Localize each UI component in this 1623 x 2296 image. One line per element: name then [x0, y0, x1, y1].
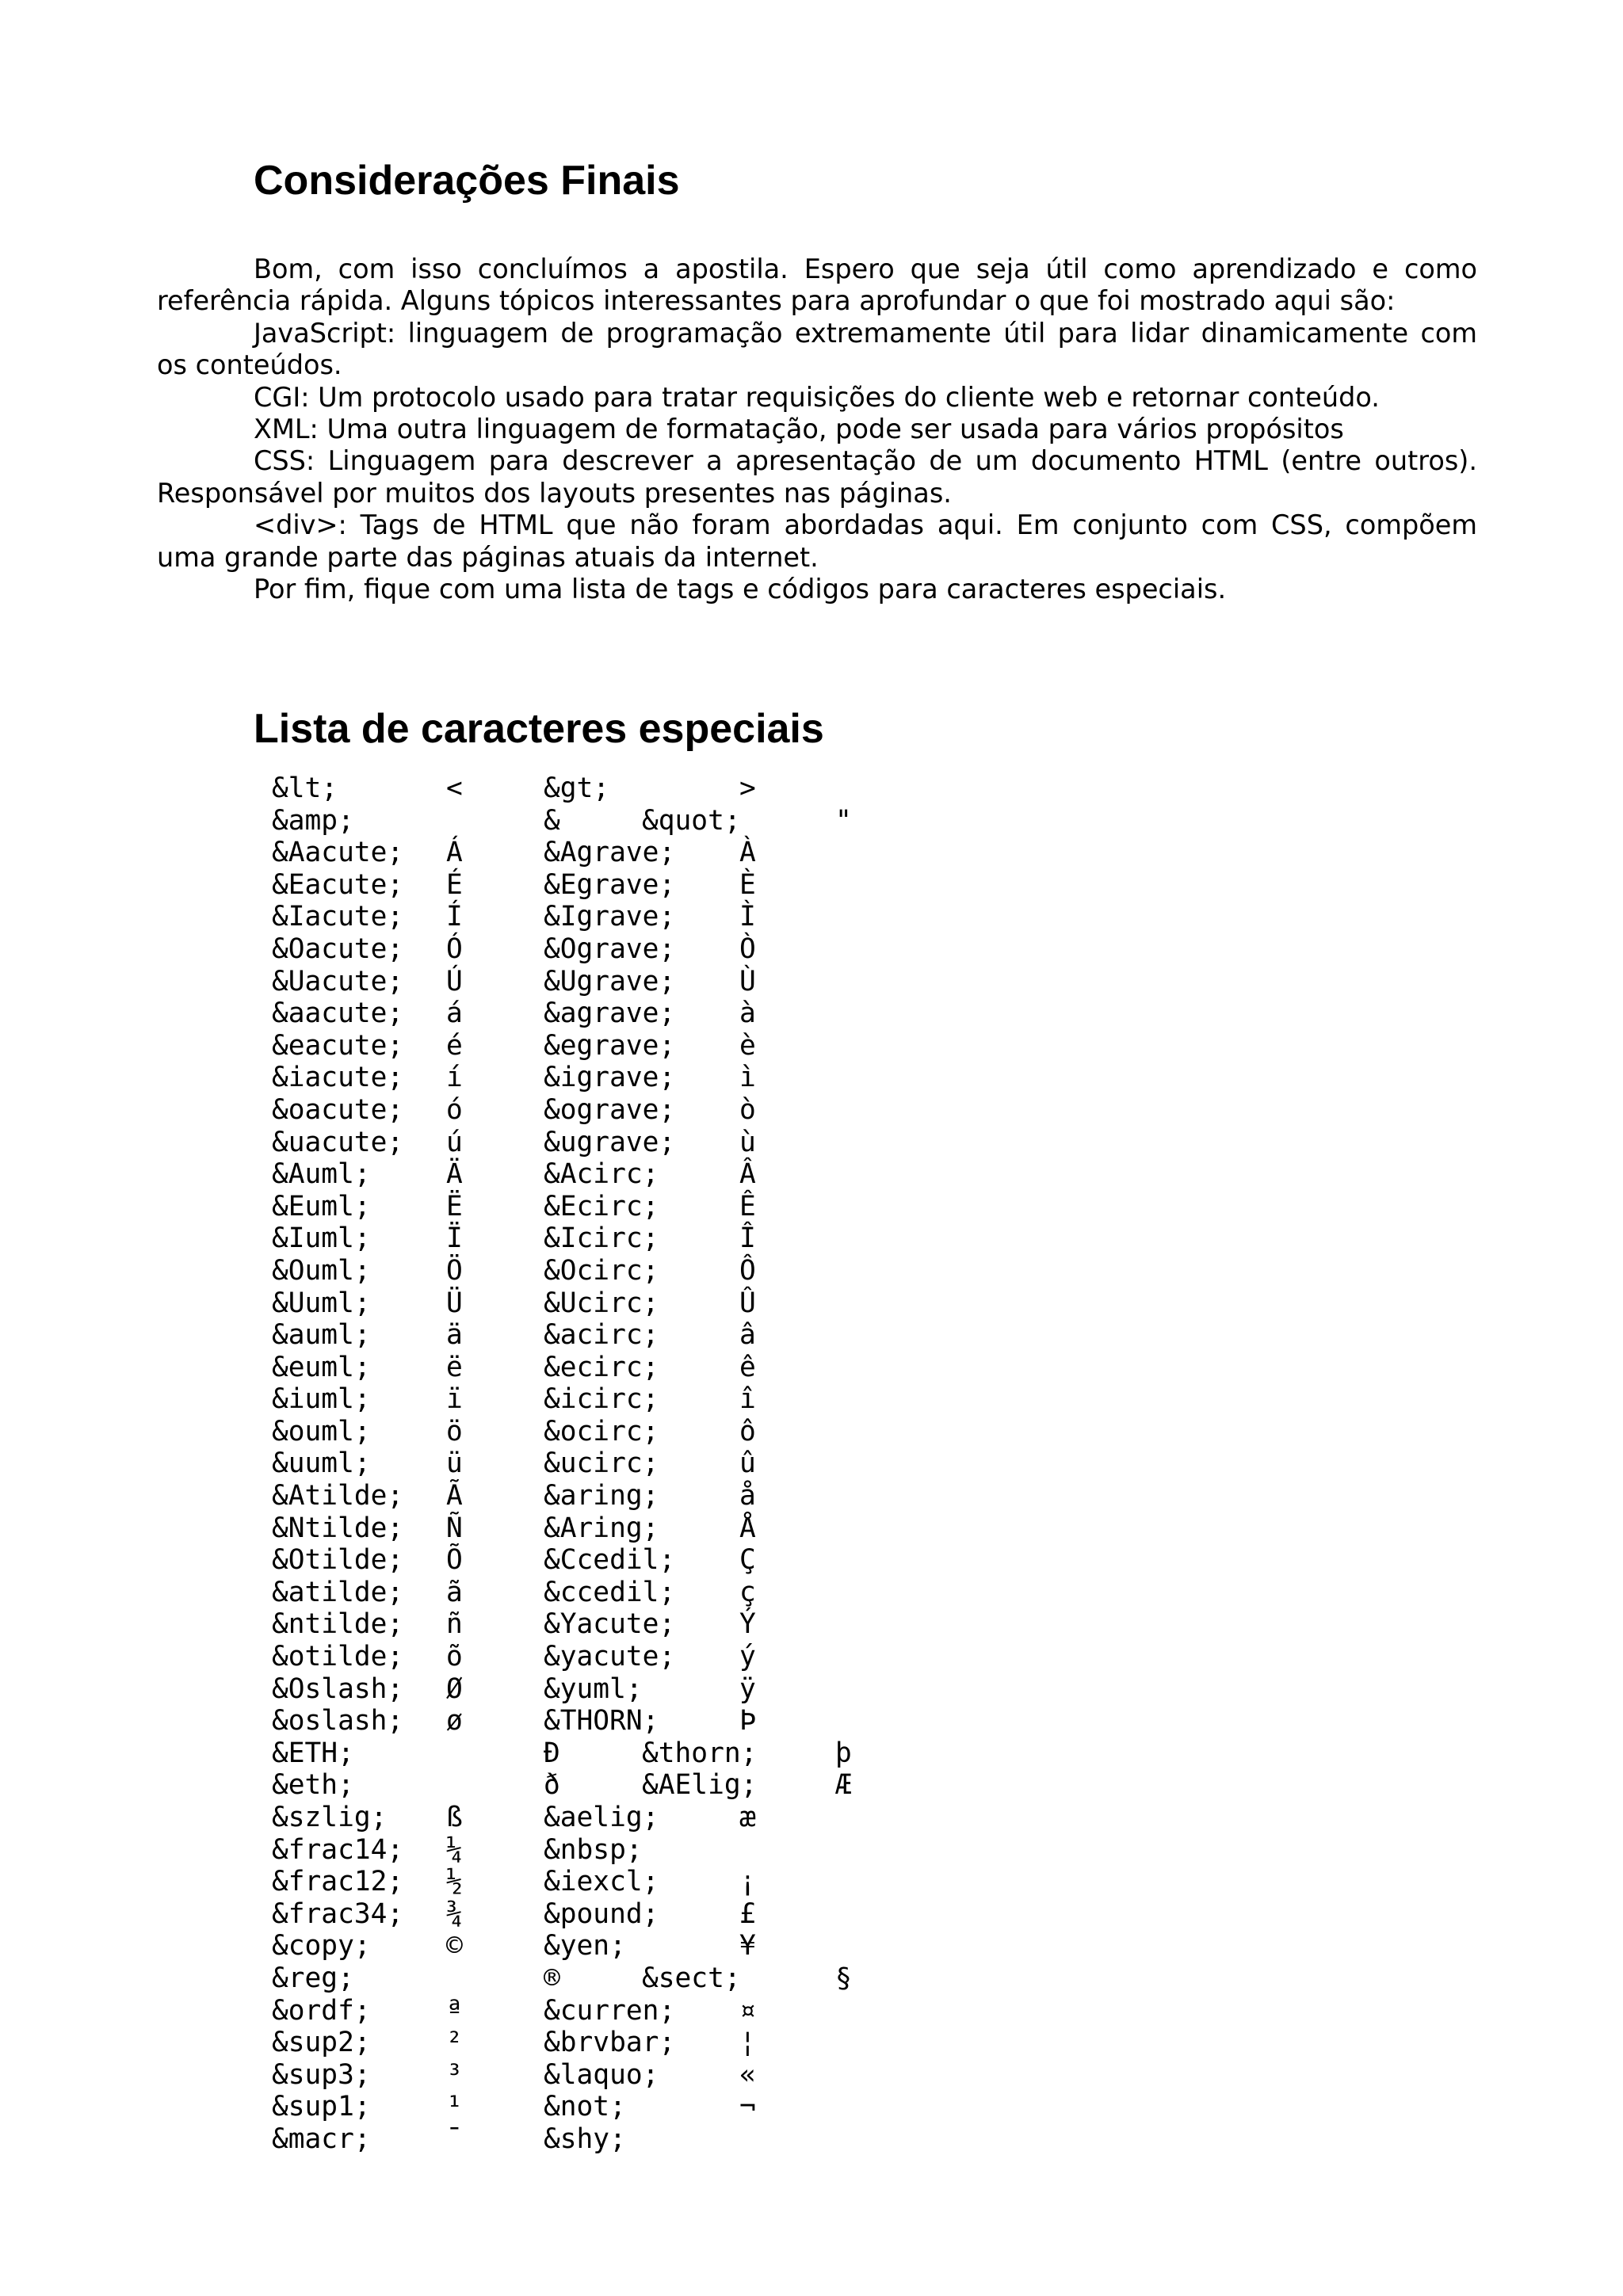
paragraph-javascript: JavaScript: linguagem de programação extremamente útil para lidar dinamicamente com os conteúdos.: [157, 317, 1477, 381]
entity-char: Ã: [446, 1480, 463, 1512]
entity-char: &: [544, 804, 560, 837]
entity-char: Ý: [739, 1608, 756, 1641]
entity-code: &gt;: [544, 772, 610, 804]
entity-code: &yacute;: [544, 1641, 676, 1673]
entity-char: Ë: [446, 1190, 463, 1222]
entity-code: &macr;: [272, 2122, 371, 2155]
entity-code: &pound;: [544, 1897, 659, 1930]
entity-char: æ: [739, 1802, 756, 1833]
entity-char: ö: [446, 1415, 463, 1447]
entity-char: Î: [739, 1222, 756, 1255]
entity-code: &aelig;: [544, 1802, 659, 1833]
entity-char: ò: [739, 1093, 756, 1126]
entity-code: &aacute;: [272, 997, 404, 1030]
entity-code: &Acirc;: [544, 1158, 659, 1191]
entity-char: ã: [446, 1576, 463, 1608]
entity-code: &Otilde;: [272, 1544, 404, 1577]
entity-code: &shy;: [544, 2122, 626, 2155]
entity-char: Û: [739, 1287, 756, 1319]
entity-char: ß: [446, 1802, 463, 1833]
entity-char: §: [835, 1962, 852, 1994]
entity-code: &acirc;: [544, 1319, 659, 1352]
entity-code: &ouml;: [272, 1415, 371, 1447]
entity-code: &Iuml;: [272, 1222, 371, 1255]
entity-code: &Auml;: [272, 1158, 371, 1191]
entity-char: ©: [446, 1930, 463, 1962]
entity-char: Ó: [446, 933, 463, 965]
entity-char: î: [739, 1383, 756, 1416]
entity-char: ù: [739, 1126, 756, 1158]
entity-char: ú: [446, 1126, 463, 1158]
paragraph-intro: Bom, com isso concluímos a apostila. Espero que seja útil como aprendizado e como referência rápida. Alguns tópicos interessantes para aprofundar o que foi mostrado aqui são:: [157, 254, 1477, 317]
entity-char: Ù: [739, 965, 756, 997]
entity-char: à: [739, 997, 756, 1030]
entity-code: &ugrave;: [544, 1126, 676, 1158]
entity-char: <: [446, 772, 463, 804]
entity-char: ñ: [446, 1608, 463, 1641]
entity-code: &Agrave;: [544, 837, 676, 869]
entity-char: >: [739, 772, 756, 804]
entity-char: é: [446, 1029, 463, 1062]
entity-char: Ä: [446, 1158, 463, 1191]
entity-char: Ú: [446, 965, 463, 997]
entity-char: ê: [739, 1351, 756, 1383]
entity-char: ¡: [739, 1866, 756, 1898]
entity-code: &ETH;: [272, 1737, 354, 1769]
entity-code: &Uuml;: [272, 1287, 371, 1319]
entity-code: &frac34;: [272, 1897, 404, 1930]
entity-code: &eth;: [272, 1769, 354, 1802]
entity-code: &brvbar;: [544, 2027, 676, 2059]
entity-code: &agrave;: [544, 997, 676, 1030]
entity-code: &igrave;: [544, 1062, 676, 1094]
entity-char: ø: [446, 1705, 463, 1737]
entity-code: &Oslash;: [272, 1672, 404, 1705]
entity-code: &ntilde;: [272, 1608, 404, 1641]
entity-char: ": [835, 804, 852, 837]
paragraph-div: <div>: Tags de HTML que não foram abordadas aqui. Em conjunto com CSS, compõem uma grande parte das páginas atuais da internet.: [157, 509, 1477, 573]
entity-char: ½: [446, 1866, 463, 1898]
entity-code: &Igrave;: [544, 901, 676, 933]
entity-code: &sup2;: [272, 2027, 371, 2059]
entity-code: &quot;: [642, 804, 741, 837]
entity-code: &uacute;: [272, 1126, 404, 1158]
entity-code: &curren;: [544, 1994, 676, 2027]
section-heading-final-remarks: Considerações Finais: [254, 158, 680, 204]
entity-code: &oacute;: [272, 1093, 404, 1126]
entity-char: Þ: [739, 1705, 756, 1737]
entity-char: Å: [739, 1512, 756, 1544]
entity-code: &AElig;: [642, 1769, 758, 1802]
entity-code: &sup1;: [272, 2091, 371, 2123]
entity-char: ¯: [446, 2122, 463, 2155]
entity-char: ¥: [739, 1930, 756, 1962]
entity-code: &Yacute;: [544, 1608, 676, 1641]
entity-code: &Ntilde;: [272, 1512, 404, 1544]
paragraph-xml: XML: Uma outra linguagem de formatação, pode ser usada para vários propósitos: [254, 414, 1344, 445]
entity-code: &frac14;: [272, 1833, 404, 1866]
entity-code: &frac12;: [272, 1866, 404, 1898]
entity-code: &Ouml;: [272, 1254, 371, 1287]
entity-code: &iuml;: [272, 1383, 371, 1416]
entity-code: &uuml;: [272, 1447, 371, 1480]
entity-char: Ê: [739, 1190, 756, 1222]
entity-code: &Aacute;: [272, 837, 404, 869]
entity-code: &sup3;: [272, 2058, 371, 2091]
entity-char: û: [739, 1447, 756, 1480]
entity-code: &Ograve;: [544, 933, 676, 965]
entity-char: ª: [446, 1994, 463, 2027]
entity-code: &not;: [544, 2091, 626, 2123]
entity-code: &euml;: [272, 1351, 371, 1383]
entity-char: ¬: [739, 2091, 756, 2123]
entity-char: ä: [446, 1319, 463, 1352]
entity-code: &Oacute;: [272, 933, 404, 965]
entity-code: &eacute;: [272, 1029, 404, 1062]
entity-code: &ograve;: [544, 1093, 676, 1126]
final-remarks-body: [157, 254, 1477, 605]
entity-char: Á: [446, 837, 463, 869]
entity-char: ý: [739, 1641, 756, 1673]
entity-char: £: [739, 1897, 756, 1930]
entity-code: &copy;: [272, 1930, 371, 1962]
entity-char: ç: [739, 1576, 756, 1608]
entity-char: ®: [544, 1962, 560, 1994]
entity-code: &Atilde;: [272, 1480, 404, 1512]
entity-code: &THORN;: [544, 1705, 659, 1737]
entity-code: &iexcl;: [544, 1866, 659, 1898]
entity-char: ¹: [446, 2091, 463, 2123]
entity-char: Ì: [739, 901, 756, 933]
entity-char: å: [739, 1480, 756, 1512]
entity-code: &Ocirc;: [544, 1254, 659, 1287]
entity-char: á: [446, 997, 463, 1030]
entity-code: &Euml;: [272, 1190, 371, 1222]
entity-char: â: [739, 1319, 756, 1352]
entity-char: ¾: [446, 1897, 463, 1930]
entity-code: &nbsp;: [544, 1833, 643, 1866]
entity-code: &Ecirc;: [544, 1190, 659, 1222]
entity-char: Ñ: [446, 1512, 463, 1544]
entity-code: &sect;: [642, 1962, 741, 1994]
entity-char: Â: [739, 1158, 756, 1191]
entity-char: í: [446, 1062, 463, 1094]
entity-char: Õ: [446, 1544, 463, 1577]
entity-code: &Icirc;: [544, 1222, 659, 1255]
entity-code: &icirc;: [544, 1383, 659, 1416]
entity-code: &Egrave;: [544, 868, 676, 901]
entity-code: &yuml;: [544, 1672, 643, 1705]
entity-char: þ: [835, 1737, 852, 1769]
paragraph-cgi: CGI: Um protocolo usado para tratar requisições do cliente web e retornar conteúdo.: [254, 381, 1380, 413]
entity-char: Ï: [446, 1222, 463, 1255]
entity-code: &oslash;: [272, 1705, 404, 1737]
entity-code: &ecirc;: [544, 1351, 659, 1383]
entity-code: &yen;: [544, 1930, 626, 1962]
entity-code: &Iacute;: [272, 901, 404, 933]
entity-char: Ü: [446, 1287, 463, 1319]
entity-code: &Ugrave;: [544, 965, 676, 997]
entity-code: &ocirc;: [544, 1415, 659, 1447]
entity-char: ü: [446, 1447, 463, 1480]
entity-char: Æ: [835, 1769, 852, 1802]
entity-code: &Aring;: [544, 1512, 659, 1544]
entity-char: «: [739, 2058, 756, 2091]
entity-char: È: [739, 868, 756, 901]
entity-char: Í: [446, 901, 463, 933]
entity-code: &szlig;: [272, 1802, 388, 1833]
entity-code: &reg;: [272, 1962, 354, 1994]
entity-char: Ö: [446, 1254, 463, 1287]
entity-code: &ordf;: [272, 1994, 371, 2027]
entity-code: &thorn;: [642, 1737, 758, 1769]
entity-char: Ð: [544, 1737, 560, 1769]
entity-code: &Eacute;: [272, 868, 404, 901]
entity-code: &Ucirc;: [544, 1287, 659, 1319]
section-heading-special-characters: Lista de caracteres especiais: [254, 706, 824, 752]
entity-char: ³: [446, 2058, 463, 2091]
entity-code: &Ccedil;: [544, 1544, 676, 1577]
entity-char: ô: [739, 1415, 756, 1447]
entity-char: ¼: [446, 1833, 463, 1866]
entity-char: ï: [446, 1383, 463, 1416]
entity-code: &lt;: [272, 772, 338, 804]
entity-code: &auml;: [272, 1319, 371, 1352]
entity-code: &otilde;: [272, 1641, 404, 1673]
entity-char: Ô: [739, 1254, 756, 1287]
entity-char: ¤: [739, 1994, 756, 2027]
entity-char: É: [446, 868, 463, 901]
entity-code: &laquo;: [544, 2058, 659, 2091]
entity-code: &atilde;: [272, 1576, 404, 1608]
entity-char: Ò: [739, 933, 756, 965]
entity-char: ¦: [739, 2027, 756, 2059]
entity-char: ë: [446, 1351, 463, 1383]
paragraph-closing: Por fim, fique com uma lista de tags e códigos para caracteres especiais.: [254, 574, 1227, 605]
entity-char: Ç: [739, 1544, 756, 1577]
paragraph-css: CSS: Linguagem para descrever a apresentação de um documento HTML (entre outros). Responsável por muitos dos layouts presentes nas páginas.: [157, 445, 1477, 509]
entity-code: &ucirc;: [544, 1447, 659, 1480]
entity-char: ÿ: [739, 1672, 756, 1705]
entity-char: õ: [446, 1641, 463, 1673]
entity-code: &Uacute;: [272, 965, 404, 997]
entity-char: ²: [446, 2027, 463, 2059]
entity-char: ì: [739, 1062, 756, 1094]
entity-code: &aring;: [544, 1480, 659, 1512]
entity-code: &amp;: [272, 804, 354, 837]
entity-char: Ø: [446, 1672, 463, 1705]
entity-char: è: [739, 1029, 756, 1062]
entity-code: &iacute;: [272, 1062, 404, 1094]
entity-char: ð: [544, 1769, 560, 1802]
entity-code: &ccedil;: [544, 1576, 676, 1608]
entity-char: ó: [446, 1093, 463, 1126]
entity-code: &egrave;: [544, 1029, 676, 1062]
entity-char: À: [739, 837, 756, 869]
